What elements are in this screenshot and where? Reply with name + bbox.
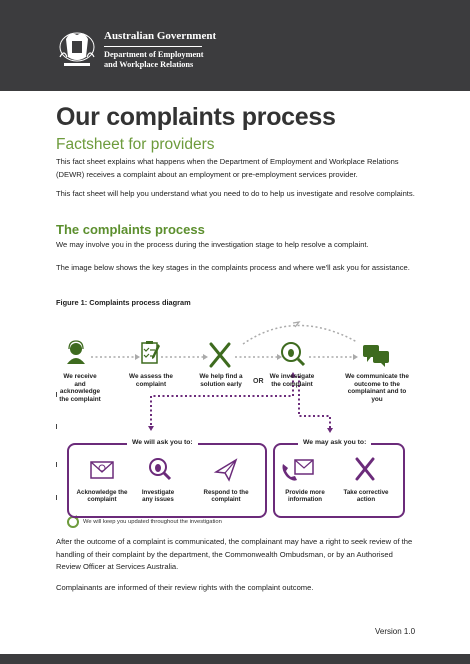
or-label: OR xyxy=(253,378,264,385)
intro-paragraph-2: This fact sheet will help you understand what you need to do to help us investigate and resolve complaints. xyxy=(56,189,415,198)
outro-paragraph-2: Complainants are informed of their review rights with the complaint outcome. xyxy=(56,583,314,592)
stage-investigate-label: We investigate the complaint xyxy=(269,373,315,388)
stage-receive-label: We receive and acknowledge the complaint xyxy=(59,373,101,403)
figure-caption: Figure 1: Complaints process diagram xyxy=(56,298,191,307)
respond-label: Respond to the complaint xyxy=(203,489,249,504)
dept-line-2: and Workplace Relations xyxy=(104,60,194,69)
dept-line-1: Department of Employment xyxy=(104,50,204,59)
bullet-mark xyxy=(56,462,57,467)
provide-info-label: Provide more information xyxy=(285,489,325,504)
investigate-issues-label: Investigate any issues xyxy=(141,489,175,504)
coat-of-arms-logo xyxy=(58,27,96,71)
page-title: Our complaints process xyxy=(56,103,336,131)
stage-communicate-label: We communicate the outcome to the complainant and to you xyxy=(345,373,409,403)
section-paragraph-2: The image below shows the key stages in the complaints process and where we'll ask you for assistance. xyxy=(56,263,410,272)
may-ask-box xyxy=(273,443,405,518)
chat-bubbles-icon xyxy=(363,345,389,367)
bullet-mark xyxy=(56,392,57,397)
branding-divider xyxy=(104,46,202,47)
complaints-process-diagram xyxy=(55,316,420,532)
section-paragraph-1: We may involve you in the process during the investigation stage to help resolve a complaint. xyxy=(56,240,369,249)
diagram-footnote: We will keep you updated throughout the investigation xyxy=(83,519,222,525)
bullet-mark xyxy=(56,495,57,500)
will-ask-box xyxy=(67,443,267,518)
footer-bar xyxy=(0,654,470,664)
gov-name: Australian Government xyxy=(104,30,217,42)
acknowledge-label: Acknowledge the complaint xyxy=(76,489,128,504)
checklist-icon xyxy=(142,341,160,363)
government-branding xyxy=(104,30,216,70)
will-ask-title: We will ask you to: xyxy=(127,439,198,446)
page-subtitle: Factsheet for providers xyxy=(56,136,215,153)
corrective-action-label: Take corrective action xyxy=(343,489,389,504)
stage-solution-label: We help find a solution early xyxy=(199,373,243,388)
stage-assess-label: We assess the complaint xyxy=(129,373,173,388)
tools-icon xyxy=(211,344,229,366)
outro-paragraph-1: After the outcome of a complaint is communicated, the complainant may have a right to seek review of the handling of their complaint by the department, the Commonwealth Ombudsman, or by an Authorised Review Officer at Services Australia. xyxy=(56,537,413,571)
section-heading: The complaints process xyxy=(56,222,205,237)
headset-person-icon xyxy=(67,341,85,364)
bullet-mark xyxy=(56,424,57,429)
intro-paragraph-1: This fact sheet explains what happens when the Department of Employment and Workplace Relations (DEWR) receives a complaint about an employment or pre-employment services provider. xyxy=(56,157,399,179)
may-ask-title: We may ask you to: xyxy=(298,439,371,446)
header-bar xyxy=(0,0,470,91)
version-label: Version 1.0 xyxy=(375,627,416,636)
magnifier-bug-icon xyxy=(282,343,304,365)
